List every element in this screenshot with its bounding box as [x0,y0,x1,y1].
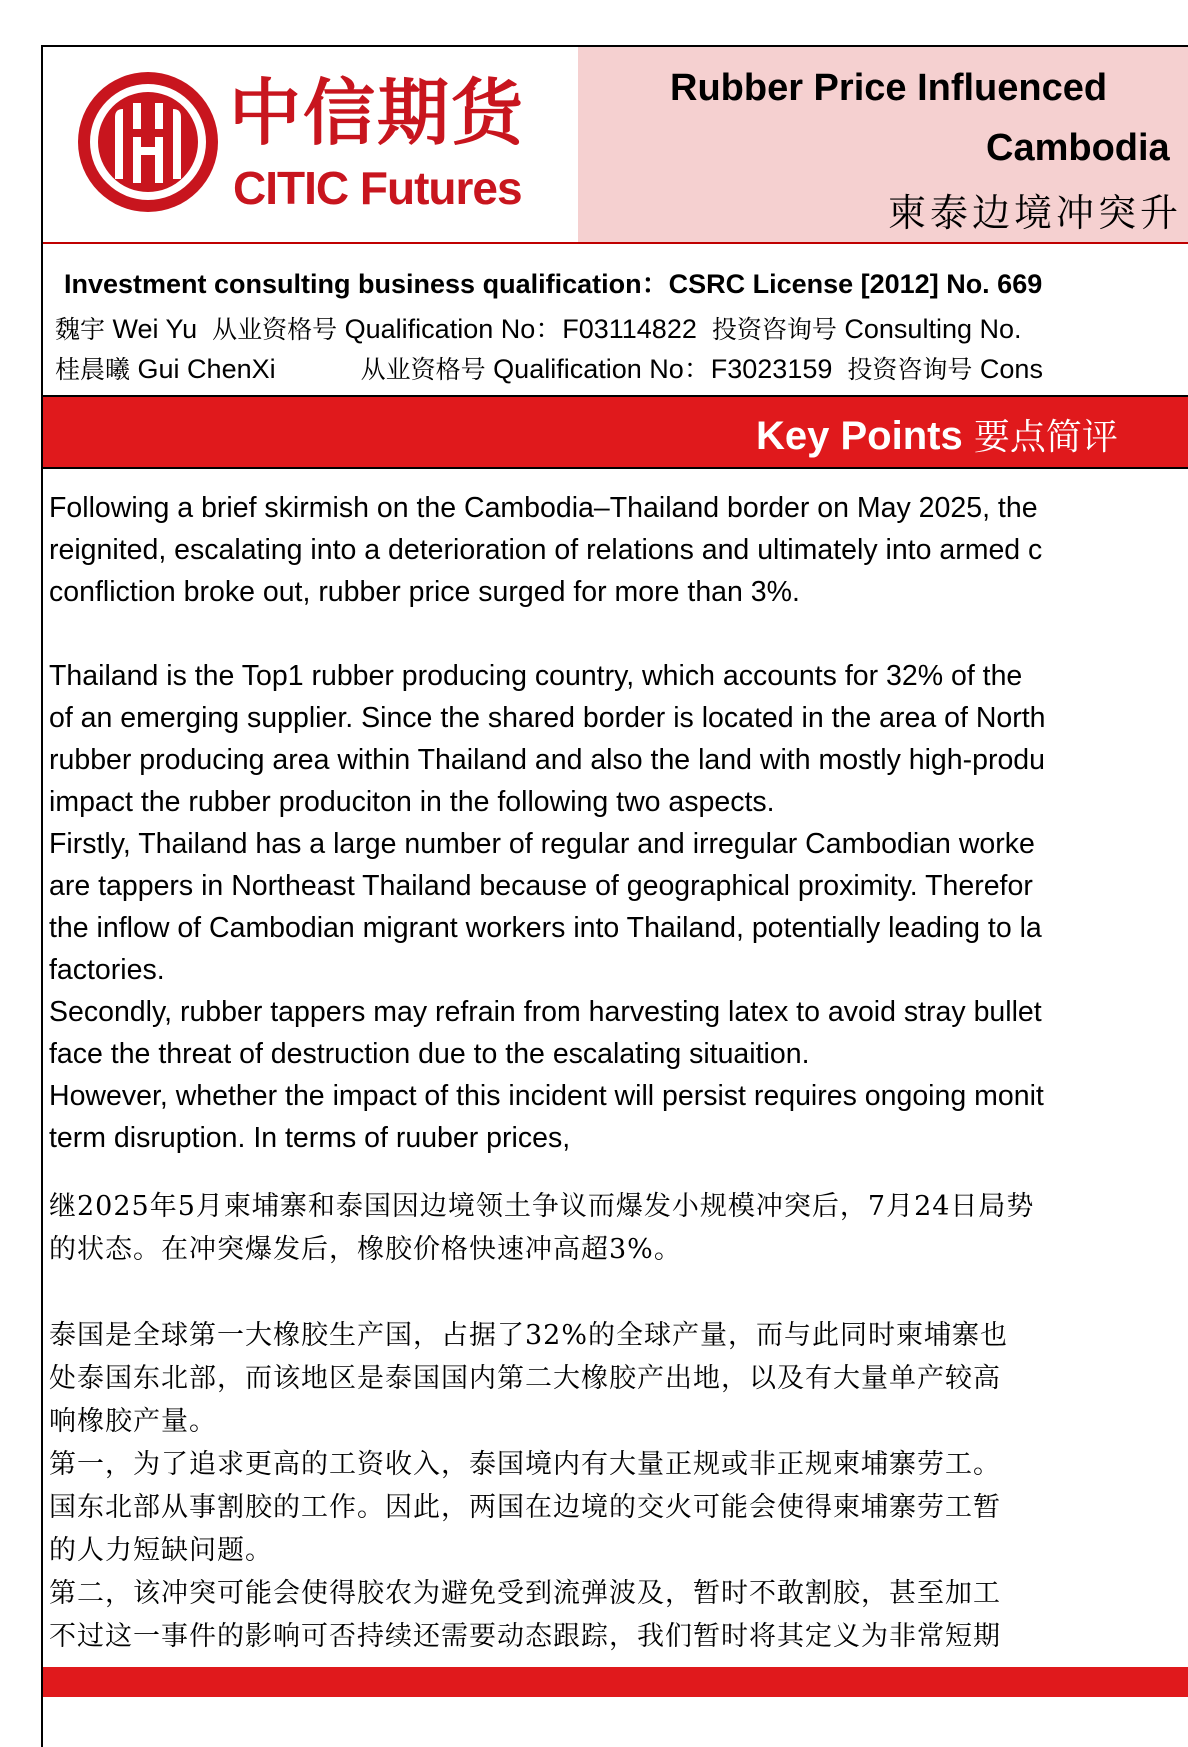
analyst-name-en: Wei Yu [112,314,198,344]
key-points-title-cn: 要点简评 [973,417,1118,458]
summary-line-cn: 国东北部从事割胶的工作。因此，两国在边境的交火可能会使得柬埔寨劳工暂 [49,1492,1001,1523]
summary-line-cn: 继2025年5月柬埔寨和泰国因边境领土争议而爆发小规模冲突后，7月24日局势 [49,1191,1035,1222]
summary-line-cn: 第二，该冲突可能会使得胶农为避免受到流弹波及，暂时不敢割胶，甚至加工 [49,1578,1001,1609]
summary-line [49,613,1188,655]
qualification-label-cn: 从业资格号 [360,355,486,384]
summary-line-cn: 的人力短缺问题。 [49,1535,273,1566]
summary-line: factories. [49,954,165,986]
summary-line: However, whether the impact of this incident will persist requires ongoing monit [49,1080,1044,1112]
chinese-summary [49,1185,1188,1658]
summary-line: are tappers in Northeast Thailand because of geographical proximity. Therefor [49,870,1033,902]
report-body [49,487,1188,1658]
summary-line: reignited, escalating into a deterioration of relations and ultimately into armed c [49,534,1043,566]
summary-line: Secondly, rubber tappers may refrain from harvesting latex to avoid stray bullet [49,996,1042,1028]
summary-line: face the threat of destruction due to the escalating situaition. [49,1038,810,1070]
report-frame [41,45,1188,1747]
summary-line-cn [49,1271,1188,1314]
logo-cell [43,47,578,242]
qualification-number: Qualification No：F03114822 [344,314,697,344]
summary-line-cn: 不过这一事件的影响可否持续还需要动态跟踪，我们暂时将其定义为非常短期 [49,1621,1001,1652]
consulting-number: Cons [979,354,1043,384]
summary-line: confliction broke out, rubber price surged for more than 3%. [49,576,800,608]
report-title-chinese: 柬泰边境冲突升 [888,191,1183,235]
consulting-label-cn: 投资咨询号 [847,355,973,384]
qualification-label-cn: 从业资格号 [212,315,338,344]
summary-line-cn: 处泰国东北部，而该地区是泰国国内第二大橡胶产出地，以及有大量单产较高 [49,1363,1001,1394]
citic-logo-icon [75,69,221,215]
qualification-line: Investment consulting business qualification：CSRC License [2012] No. 669 [64,269,1043,299]
summary-line-cn: 响橡胶产量。 [49,1406,217,1437]
summary-line: Following a brief skirmish on the Cambodia–Thailand border on May 2025, the [49,492,1038,524]
logo-chinese-text: 中信期货 [229,70,526,155]
english-summary [49,487,1188,1159]
summary-line: rubber producing area within Thailand and also the land with mostly high-produ [49,744,1045,776]
analyst-name-cn: 魏宇 [55,315,106,344]
summary-line-cn: 的状态。在冲突爆发后，橡胶价格快速冲高超3%。 [49,1234,682,1265]
summary-line-cn: 泰国是全球第一大橡胶生产国，占据了32%的全球产量，而与此同时柬埔寨也 [49,1320,1009,1351]
key-points-title [756,409,1118,460]
consulting-label-cn: 投资咨询号 [711,315,837,344]
key-points-title-en: Key Points [756,414,963,458]
summary-line-cn: 第一，为了追求更高的工资收入，泰国境内有大量正规或非正规柬埔寨劳工。 [49,1449,1001,1480]
report-title-line2: Cambodia [986,127,1170,169]
key-points-bar [43,395,1188,469]
analyst-row [55,347,1043,386]
summary-line: Thailand is the Top1 rubber producing country, which accounts for 32% of the [49,660,1023,692]
report-title-line1: Rubber Price Influenced [670,67,1108,109]
summary-line: term disruption. In terms of ruuber prices, [49,1122,571,1154]
logo-english-text: CITIC Futures [233,162,522,214]
summary-line: Firstly, Thailand has a large number of regular and irregular Cambodian worke [49,828,1035,860]
bottom-red-bar [43,1667,1188,1697]
analyst-info [43,244,1188,394]
summary-line: impact the rubber produciton in the following two aspects. [49,786,775,818]
summary-line: of an emerging supplier. Since the shared border is located in the area of North [49,702,1046,734]
qualification-number: Qualification No：F3023159 [493,354,833,384]
analyst-name-en: Gui ChenXi [137,354,276,384]
analyst-name-cn: 桂晨曦 [55,355,131,384]
consulting-number: Consulting No. [844,314,1022,344]
summary-line: the inflow of Cambodian migrant workers into Thailand, potentially leading to la [49,912,1042,944]
report-header [43,47,1188,244]
title-cell [578,47,1188,242]
analyst-row [55,307,1022,346]
